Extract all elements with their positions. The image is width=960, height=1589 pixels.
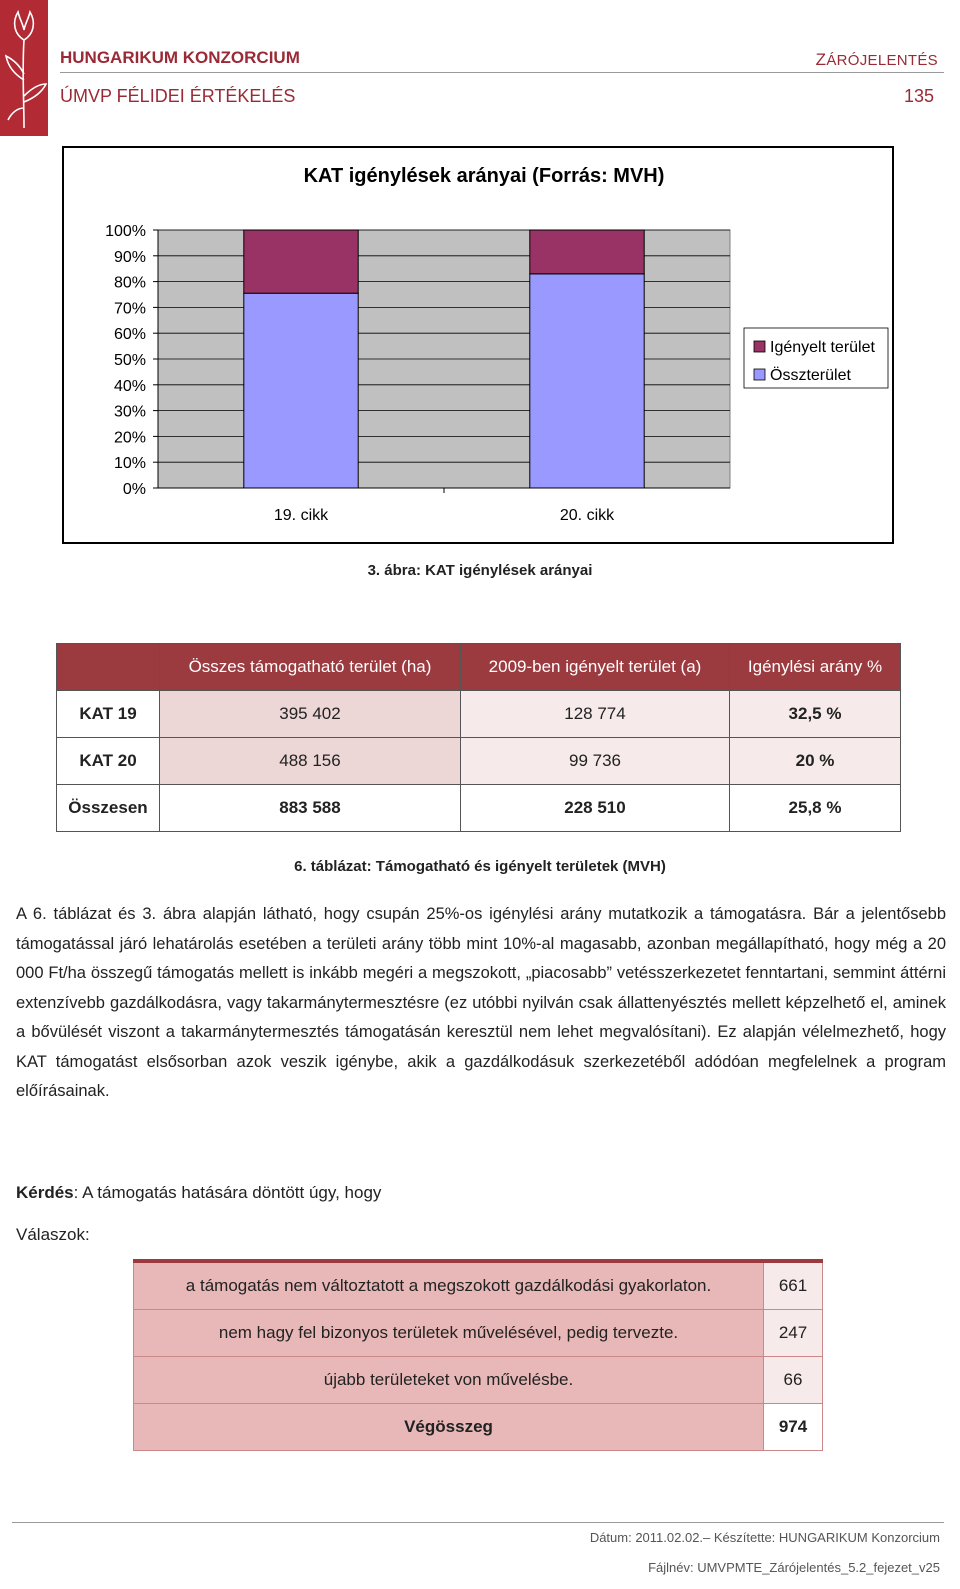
table-cell: 228 510 [461, 785, 730, 832]
footer-date-line: Dátum: 2011.02.02.– Készítette: HUNGARIKUM Konzorcium [589, 1530, 940, 1545]
table-row [134, 1261, 823, 1310]
table-cell: 32,5 % [730, 691, 901, 738]
footer-divider [12, 1522, 944, 1523]
table-cell: 25,8 % [730, 785, 901, 832]
area-table [56, 643, 901, 832]
bar-segment [530, 230, 644, 274]
legend-label: Igényelt terület [770, 339, 875, 356]
answer-label: újabb területeket von művelésbe. [134, 1357, 764, 1404]
table-cell: 128 774 [461, 691, 730, 738]
table-header-cell: Igénylési arány % [730, 644, 901, 691]
legend-swatch [754, 369, 765, 380]
y-tick-label: 70% [113, 300, 146, 318]
legend-label: Összterület [770, 367, 851, 384]
table-row [134, 1357, 823, 1404]
bar-segment [530, 274, 644, 488]
table-cell: 20 % [730, 738, 901, 785]
question-label: Kérdés [16, 1183, 74, 1202]
y-tick-label: 50% [113, 352, 146, 369]
answer-count: 66 [764, 1357, 823, 1404]
table-row [57, 691, 901, 738]
chart-title: KAT igénylések arányai (Forrás: MVH) [303, 165, 665, 187]
section-title: ÚMVP FÉLIDEI ÉRTÉKELÉS [60, 86, 296, 106]
y-tick-label: 90% [113, 248, 146, 266]
table-header-cell: 2009-ben igényelt terület (a) [461, 644, 730, 691]
chart-frame [62, 146, 894, 544]
y-tick-label: 100% [105, 223, 146, 240]
table-header-cell: Összes támogatható terület (ha) [160, 644, 461, 691]
page-number: 135 [903, 86, 934, 106]
table-cell: 488 156 [160, 738, 461, 785]
document-type [816, 50, 938, 70]
answer-label: a támogatás nem változtatott a megszokott gazdálkodási gyakorlaton. [134, 1261, 764, 1310]
answers-table [133, 1259, 823, 1451]
y-tick-label: 80% [113, 274, 146, 292]
organization-name: HUNGARIKUM KONZORCIUM [60, 48, 300, 67]
answers-label: Válaszok: [16, 1225, 90, 1244]
document-type-rest: ÁRÓJELENTÉS [826, 52, 938, 69]
answer-count: 661 [764, 1261, 823, 1310]
table-header-row [57, 644, 901, 691]
table-row [134, 1310, 823, 1357]
table-header-cell [57, 644, 160, 691]
question-text: : A támogatás hatására döntött úgy, hogy [73, 1183, 382, 1202]
row-label: Összesen [57, 785, 160, 832]
table-cell: 883 588 [160, 785, 461, 832]
y-tick-label: 40% [113, 377, 146, 395]
x-tick-label: 20. cikk [559, 507, 615, 524]
footer-file-line: Fájlnév: UMVPMTE_Zárójelentés_5.2_fejezet_v25 [648, 1560, 940, 1575]
bar-segment [244, 230, 358, 293]
answer-total-count: 974 [764, 1404, 823, 1451]
table-row [57, 738, 901, 785]
answer-label: nem hagy fel bizonyos területek művelésével, pedig tervezte. [134, 1310, 764, 1357]
table-cell: 99 736 [461, 738, 730, 785]
stacked-bar-chart [64, 148, 892, 542]
table-cell: 395 402 [160, 691, 461, 738]
legend-swatch [754, 341, 765, 352]
tulip-logo-icon [0, 0, 48, 136]
row-label: KAT 20 [57, 738, 160, 785]
body-paragraph: A 6. táblázat és 3. ábra alapján látható, hogy csupán 25%-os igénylési arány mutatkozik a támogatásra. Bár a jelentősebb támogatással járó lehatárolás esetében a területi arány több mint 10%-al magasabb, azonban megállapítható, hogy még a 20 000 Ft/ha összegű támogatás mellett is inkább megéri a megszokott, „piacosabb” vetésszerkezetet fenntartani, semmint áttérni extenzívebb gazdálkodásra, vagy takarmánytermesztésre (ez utóbbi nyilván csak állattenyésztés mellett képzelhető el, aminek a bővülését viszont a takarmánytermesztés támogatásán keresztül nem lehet megvalósítani). Ez alapján vélelmezhető, hogy KAT támogatást elsősorban azok veszik igénybe, akik a gazdálkodásuk szerkezetéből adódóan megfelelnek a program előírásainak. [16, 905, 946, 1100]
x-tick-label: 19. cikk [273, 507, 329, 524]
table-total-row [57, 785, 901, 832]
table-total-row [134, 1404, 823, 1451]
answer-total-label: Végösszeg [134, 1404, 764, 1451]
header-divider [60, 72, 944, 73]
y-tick-label: 20% [113, 429, 146, 447]
figure-caption: 3. ábra: KAT igénylések arányai [367, 562, 593, 579]
document-type-initial: Z [815, 50, 827, 69]
y-tick-label: 10% [113, 455, 146, 473]
table-caption: 6. táblázat: Támogatható és igényelt területek (MVH) [294, 858, 666, 875]
y-tick-label: 30% [113, 403, 146, 421]
y-tick-label: 0% [122, 481, 146, 498]
answer-count: 247 [764, 1310, 823, 1357]
question [16, 1183, 381, 1203]
row-label: KAT 19 [57, 691, 160, 738]
bar-segment [244, 293, 358, 488]
y-tick-label: 60% [113, 326, 146, 344]
